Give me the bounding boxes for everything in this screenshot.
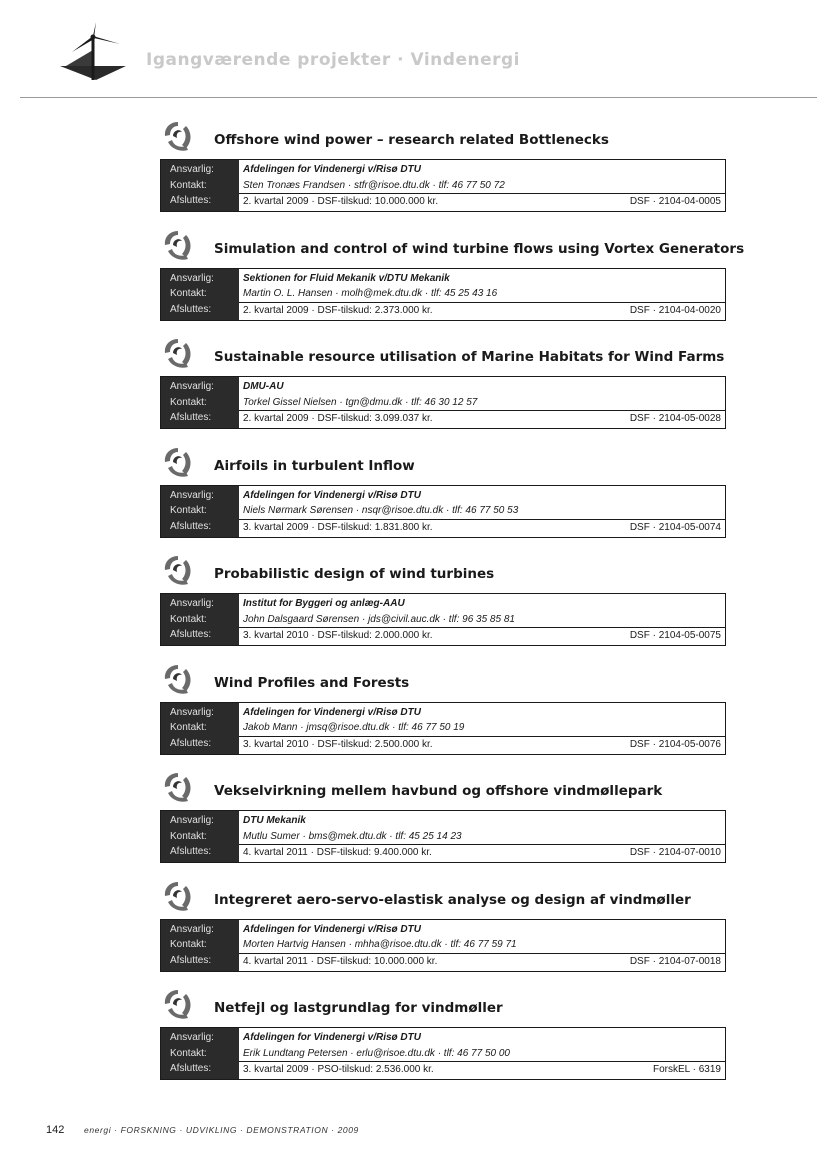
project-title: Wind Profiles and Forests <box>214 674 410 691</box>
label-contact: Kontakt: <box>170 1047 207 1059</box>
project-title: Probabilistic design of wind turbines <box>214 566 495 582</box>
reference-code: DSF · 2104-07-0018 <box>629 955 721 967</box>
project-info-box <box>160 702 726 755</box>
wind-swirl-icon <box>160 552 196 588</box>
label-ends: Afsluttes: <box>170 954 212 966</box>
contact-value: Martin O. L. Hansen · molh@mek.dtu.dk · tlf: 45 25 43 16 <box>243 288 498 300</box>
reference-code: DSF · 2104-04-0005 <box>629 196 721 208</box>
project-card <box>160 442 726 551</box>
label-ends: Afsluttes: <box>170 629 212 641</box>
project-info-box <box>160 376 726 429</box>
label-responsible: Ansvarlig: <box>170 381 214 392</box>
project-card <box>160 767 726 876</box>
project-title: Airfoils in turbulent Inflow <box>214 457 415 474</box>
project-info-box <box>160 810 726 863</box>
ends-value: 3. kvartal 2010 · DSF-tilskud: 2.500.000 kr. <box>243 738 433 750</box>
label-contact: Kontakt: <box>170 939 207 951</box>
project-title: Sustainable resource utilisation of Marine Habitats for Wind Farms <box>214 349 725 365</box>
project-title: Integreret aero-servo-elastisk analyse og design af vindmøller <box>214 891 691 908</box>
project-title: Netfejl og lastgrundlag for vindmøller <box>214 1000 503 1016</box>
label-ends: Afsluttes: <box>170 303 212 315</box>
label-responsible: Ansvarlig: <box>170 164 214 175</box>
label-responsible: Ansvarlig: <box>170 489 214 501</box>
contact-value: Erik Lundtang Petersen · erlu@risoe.dtu.dk · tlf: 46 77 50 00 <box>243 1047 510 1059</box>
responsible-value: Afdelingen for Vindenergi v/Risø DTU <box>243 1032 421 1043</box>
ends-value: 2. kvartal 2009 · DSF-tilskud: 10.000.000 kr. <box>243 196 439 208</box>
label-responsible: Ansvarlig: <box>170 923 214 935</box>
contact-value: Torkel Gissel Nielsen · tgn@dmu.dk · tlf: 46 30 12 57 <box>243 396 478 408</box>
page-title: Igangværende projekter · Vindenergi <box>146 50 520 70</box>
project-info-box <box>160 919 726 972</box>
label-contact: Kontakt: <box>170 722 207 734</box>
label-ends: Afsluttes: <box>170 520 212 532</box>
responsible-value: DTU Mekanik <box>243 815 306 826</box>
ends-value: 2. kvartal 2009 · DSF-tilskud: 2.373.000 kr. <box>243 304 433 316</box>
page-footer <box>46 1124 806 1140</box>
page-header <box>0 0 827 100</box>
reference-code: DSF · 2104-05-0074 <box>629 521 721 533</box>
label-ends: Afsluttes: <box>170 737 212 749</box>
ends-value: 2. kvartal 2009 · DSF-tilskud: 3.099.037 kr. <box>243 413 433 425</box>
reference-code: DSF · 2104-04-0020 <box>629 304 721 316</box>
label-ends: Afsluttes: <box>170 846 212 858</box>
contact-value: Niels Nørmark Sørensen · nsqr@risoe.dtu.dk · tlf: 46 77 50 53 <box>243 505 519 517</box>
ends-value: 4. kvartal 2011 · DSF-tilskud: 10.000.000 kr. <box>243 955 438 967</box>
project-title: Offshore wind power – research related Bottlenecks <box>214 132 609 148</box>
contact-value: John Dalsgaard Sørensen · jds@civil.auc.dk · tlf: 96 35 85 81 <box>243 613 515 625</box>
wind-turbine-logo-icon <box>60 22 126 82</box>
project-info-box <box>160 485 726 538</box>
wind-swirl-icon <box>160 878 196 914</box>
label-responsible: Ansvarlig: <box>170 1032 214 1043</box>
wind-swirl-icon <box>160 444 196 480</box>
page-number: 142 <box>46 1124 65 1136</box>
label-contact: Kontakt: <box>170 288 207 300</box>
responsible-value: Afdelingen for Vindenergi v/Risø DTU <box>243 706 421 718</box>
label-contact: Kontakt: <box>170 830 207 842</box>
reference-code: DSF · 2104-05-0028 <box>629 413 721 425</box>
reference-code: DSF · 2104-05-0075 <box>629 630 721 642</box>
label-ends: Afsluttes: <box>170 1063 212 1075</box>
responsible-value: Institut for Byggeri og anlæg-AAU <box>243 598 405 609</box>
wind-swirl-icon <box>160 769 196 805</box>
responsible-value: Afdelingen for Vindenergi v/Risø DTU <box>243 923 421 935</box>
contact-value: Mutlu Sumer · bms@mek.dtu.dk · tlf: 45 25 14 23 <box>243 830 462 842</box>
contact-value: Sten Tronæs Frandsen · stfr@risoe.dtu.dk · tlf: 46 77 50 72 <box>243 179 505 191</box>
responsible-value: DMU-AU <box>243 381 284 392</box>
responsible-value: Afdelingen for Vindenergi v/Risø DTU <box>243 489 421 501</box>
label-responsible: Ansvarlig: <box>170 706 214 718</box>
contact-value: Morten Hartvig Hansen · mhha@risoe.dtu.dk · tlf: 46 77 59 71 <box>243 939 517 951</box>
responsible-value: Sektionen for Fluid Mekanik v/DTU Mekanik <box>243 272 450 284</box>
label-contact: Kontakt: <box>170 396 207 408</box>
project-title: Vekselvirkning mellem havbund og offshore vindmøllepark <box>214 783 663 799</box>
project-list <box>160 116 745 1093</box>
label-responsible: Ansvarlig: <box>170 272 214 284</box>
project-title: Simulation and control of wind turbine flows using Vortex Generators <box>214 240 745 257</box>
project-card <box>160 550 726 659</box>
label-contact: Kontakt: <box>170 179 207 191</box>
project-info-box <box>160 268 726 321</box>
project-info-box <box>160 593 726 646</box>
project-card <box>160 116 726 225</box>
label-contact: Kontakt: <box>170 613 207 625</box>
reference-code: DSF · 2104-05-0076 <box>629 738 721 750</box>
project-card <box>160 984 726 1093</box>
ends-value: 3. kvartal 2009 · DSF-tilskud: 1.831.800 kr. <box>243 521 433 533</box>
project-info-box <box>160 159 726 212</box>
label-responsible: Ansvarlig: <box>170 815 214 826</box>
project-card <box>160 333 726 442</box>
project-card <box>160 225 745 334</box>
wind-swirl-icon <box>160 661 196 697</box>
wind-swirl-icon <box>160 335 196 371</box>
contact-value: Jakob Mann · jmsq@risoe.dtu.dk · tlf: 46 77 50 19 <box>243 722 465 734</box>
label-responsible: Ansvarlig: <box>170 598 214 609</box>
label-contact: Kontakt: <box>170 505 207 517</box>
ends-value: 4. kvartal 2011 · DSF-tilskud: 9.400.000 kr. <box>243 847 432 859</box>
header-divider <box>20 97 817 98</box>
project-card <box>160 876 726 985</box>
project-card <box>160 659 726 768</box>
wind-swirl-icon <box>160 986 196 1022</box>
wind-swirl-icon <box>160 227 196 263</box>
ends-value: 3. kvartal 2010 · DSF-tilskud: 2.000.000 kr. <box>243 630 433 642</box>
label-ends: Afsluttes: <box>170 412 212 424</box>
label-ends: Afsluttes: <box>170 195 212 207</box>
project-info-box <box>160 1027 726 1080</box>
reference-code: DSF · 2104-07-0010 <box>629 847 721 859</box>
responsible-value: Afdelingen for Vindenergi v/Risø DTU <box>243 164 421 175</box>
reference-code: ForskEL · 6319 <box>653 1064 721 1076</box>
footer-publication: energi · FORSKNING · UDVIKLING · DEMONSTRATION · 2009 <box>84 1125 359 1135</box>
wind-swirl-icon <box>160 118 196 154</box>
ends-value: 3. kvartal 2009 · PSO-tilskud: 2.536.000 kr. <box>243 1064 434 1076</box>
